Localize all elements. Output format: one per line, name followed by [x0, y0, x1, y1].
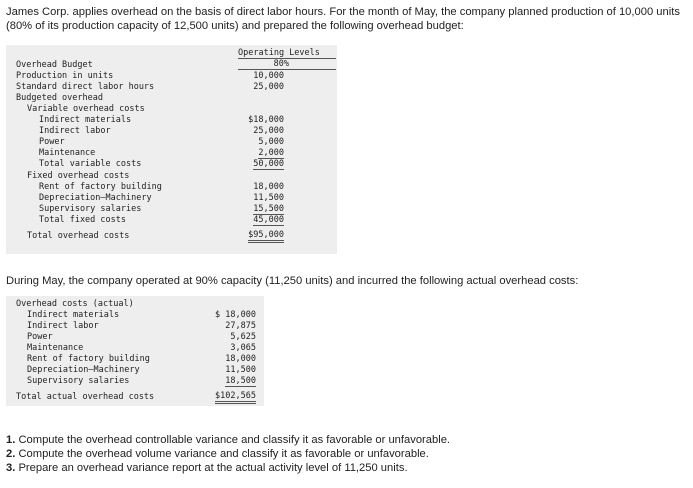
question-2 [6, 447, 429, 461]
intro-paragraph: James Corp. applies overhead on the basis of direct labor hours. For the month of May, the company planned production of 10,000 units (80% of its production capacity of 12,500 units) and prepared the following overhead budget: [6, 6, 680, 32]
total-variable-label: Total variable costs [39, 159, 142, 169]
question-1 [6, 433, 450, 447]
fixed-item-value: 18,000 [253, 182, 284, 192]
actual-title: Overhead costs (actual) [16, 299, 134, 309]
question-text: Prepare an overhead variance report at the actual activity level of 11,250 units. [15, 462, 408, 474]
total-overhead-label: Total overhead costs [27, 231, 130, 241]
variable-item-value: 25,000 [253, 126, 284, 136]
actual-intro-paragraph: During May, the company operated at 90% capacity (11,250 units) and incurred the following actual overhead costs: [6, 275, 579, 287]
budgeted-overhead-label: Budgeted overhead [16, 93, 103, 103]
actual-item-label: Indirect materials [27, 310, 120, 320]
actual-item-value: 3,065 [230, 343, 256, 353]
operating-levels-header: Operating Levels [238, 48, 320, 58]
header-divider-2 [238, 69, 336, 70]
variable-item-label: Power [39, 137, 65, 147]
actual-total-value: $102,565 [215, 391, 256, 404]
variable-item-value: 5,000 [258, 137, 284, 147]
fixed-item-label: Depreciation—Machinery [39, 193, 152, 203]
total-fixed-label: Total fixed costs [39, 215, 126, 225]
variable-item-label: Indirect labor [39, 126, 111, 136]
actual-costs-table [6, 296, 264, 406]
question-number: 3. [6, 462, 16, 474]
variable-item-label: Maintenance [39, 148, 96, 158]
variable-item-label: Indirect materials [39, 115, 132, 125]
dlh-value: 25,000 [253, 82, 284, 92]
actual-item-label: Maintenance [27, 343, 84, 353]
total-fixed-value: 45,000 [253, 215, 284, 225]
total-overhead-value: $95,000 [248, 230, 284, 243]
actual-item-value: 18,000 [225, 354, 256, 364]
fixed-item-label: Supervisory salaries [39, 204, 142, 214]
actual-item-label: Indirect labor [27, 321, 99, 331]
overhead-budget-table [6, 45, 337, 254]
variable-costs-label: Variable overhead costs [27, 104, 145, 114]
fixed-item-value: 11,500 [253, 193, 284, 203]
actual-item-value: 5,625 [230, 332, 256, 342]
total-variable-value: 50,000 [253, 159, 284, 169]
question-number: 2. [6, 448, 16, 460]
budget-title: Overhead Budget [16, 60, 93, 70]
actual-item-label: Power [27, 332, 53, 342]
question-text: Compute the overhead controllable variance and classify it as favorable or unfavorable. [15, 434, 451, 446]
fixed-costs-label: Fixed overhead costs [27, 171, 130, 181]
production-value: 10,000 [253, 71, 284, 81]
actual-item-value: $ 18,000 [215, 310, 256, 320]
question-3 [6, 461, 408, 475]
actual-item-value: 11,500 [225, 365, 256, 375]
question-number: 1. [6, 434, 16, 446]
actual-item-value: 27,875 [225, 321, 256, 331]
actual-item-label: Supervisory salaries [27, 376, 130, 386]
actual-item-label: Depreciation—Machinery [27, 365, 140, 375]
variable-item-value: 2,000 [258, 148, 284, 158]
dlh-label: Standard direct labor hours [16, 82, 155, 92]
production-label: Production in units [16, 71, 114, 81]
variable-item-value: $18,000 [248, 115, 284, 125]
actual-total-label: Total actual overhead costs [16, 392, 155, 402]
actual-item-value: 18,500 [225, 376, 256, 386]
operating-level-pct: 80% [273, 59, 289, 69]
fixed-item-value: 15,500 [253, 204, 284, 214]
actual-item-label: Rent of factory building [27, 354, 150, 364]
fixed-item-label: Rent of factory building [39, 182, 162, 192]
question-text: Compute the overhead volume variance and classify it as favorable or unfavorable. [15, 448, 429, 460]
